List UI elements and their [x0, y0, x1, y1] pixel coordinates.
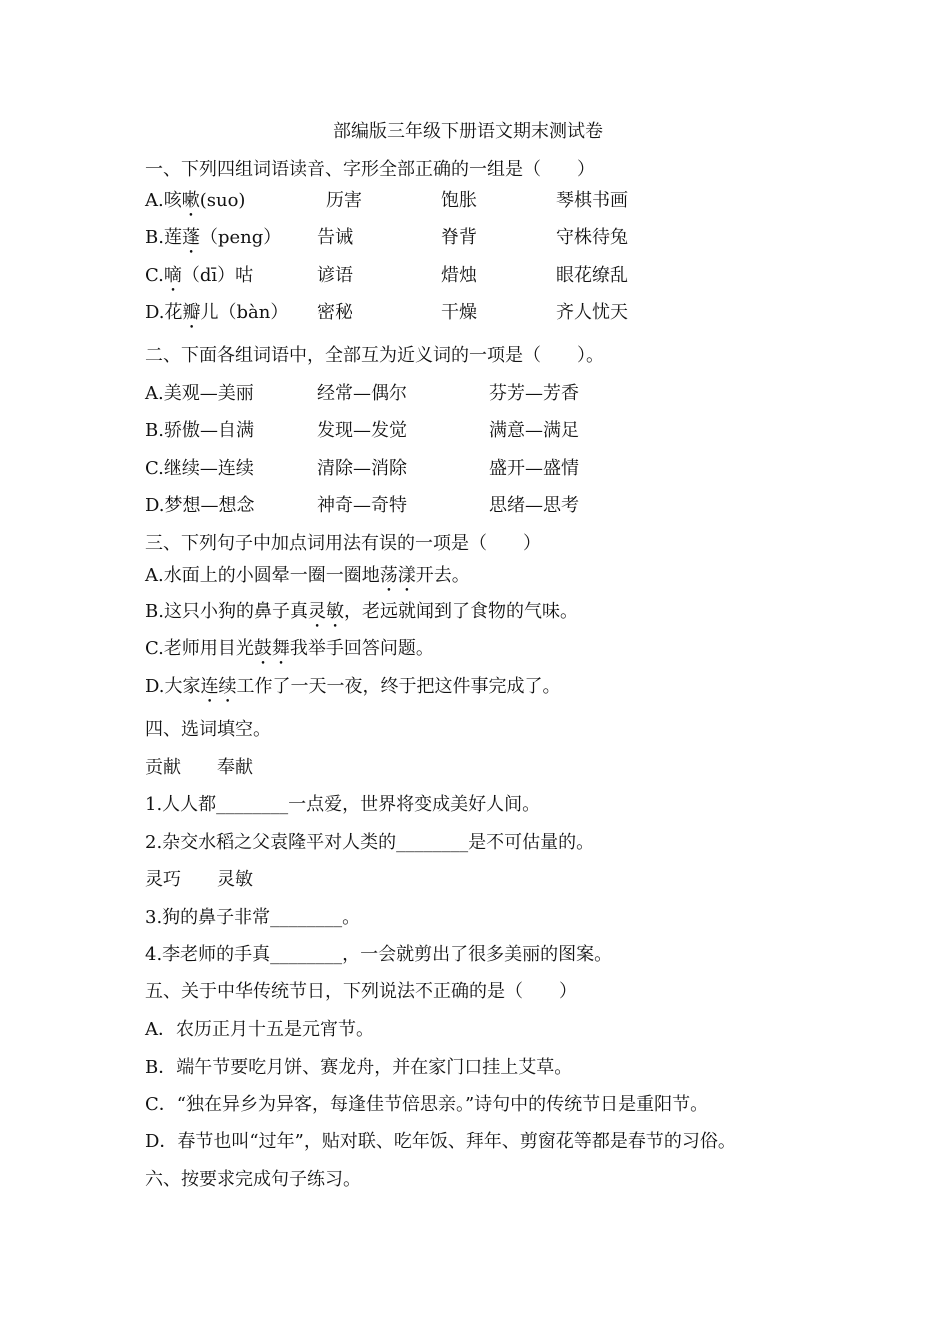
q2-b-2: 发现—发觉: [317, 420, 407, 441]
q3-d-pre: D.大家: [145, 676, 201, 697]
q4-sentence-3: 3.狗的鼻子非常________。: [145, 907, 361, 928]
q3-b-dotted: 灵敏: [307, 601, 344, 622]
q1-b-word1: 告诫: [317, 227, 353, 248]
q2-b-1: B.骄傲—自满: [145, 420, 254, 441]
q5-option-c: C．“独在异乡为异客，每逢佳节倍思亲。”诗句中的传统节日是重阳节。: [145, 1094, 709, 1115]
q3-option-d: [145, 675, 561, 707]
q4-sentence-2: 2.杂交水稻之父袁隆平对人类的________是不可估量的。: [145, 832, 595, 853]
q6-stem: 六、按要求完成句子练习。: [145, 1169, 361, 1190]
q3-a-dotted: 荡漾: [379, 565, 416, 586]
q2-d-3: 思绪—思考: [489, 495, 579, 516]
q3-a-pre: A.水面上的小圆晕一圈一圈地: [145, 565, 380, 586]
q2-c-1: C.继续—连续: [145, 458, 254, 479]
q4-sentence-4: 4.李老师的手真________，一会就剪出了很多美丽的图案。: [145, 944, 613, 965]
q3-b-pre: B.这只小狗的鼻子真: [145, 601, 308, 622]
q3-c-dotted: 鼓舞: [253, 638, 290, 659]
q1-c-label: [145, 264, 253, 296]
q1-a-word3: 琴棋书画: [556, 190, 628, 211]
q4-word-group-2: 灵巧 灵敏: [145, 869, 253, 890]
q1-a-dot: 嗽: [181, 190, 200, 211]
q1-c-dot: 嘀: [163, 265, 182, 286]
q2-a-1: A.美观—美丽: [145, 383, 254, 404]
q1-b-word3: 守株待兔: [556, 227, 628, 248]
q3-option-c: [145, 637, 434, 669]
q2-a-2: 经常—偶尔: [317, 383, 407, 404]
q5-option-b: B．端午节要吃月饼、赛龙舟，并在家门口挂上艾草。: [145, 1057, 573, 1078]
q1-a-post: (suo): [199, 190, 246, 211]
q1-d-dot: 瓣: [182, 302, 201, 323]
q4-stem: 四、选词填空。: [145, 719, 271, 740]
q1-a-pre: A.咳: [145, 190, 182, 211]
q2-a-3: 芬芳—芳香: [489, 383, 579, 404]
q1-d-word3: 齐人忧天: [556, 302, 628, 323]
q1-c-word3: 眼花缭乱: [556, 265, 628, 286]
q1-b-label: [145, 226, 281, 258]
q3-d-dotted: 连续: [200, 676, 237, 697]
q1-c-post: （dī）咕: [181, 265, 254, 286]
q2-stem: 二、下面各组词语中，全部互为近义词的一项是（ ）。: [145, 345, 604, 366]
q1-b-post: （peng）: [199, 227, 282, 248]
q3-a-post: 开去。: [415, 565, 470, 586]
q1-stem: 一、下列四组词语读音、字形全部正确的一组是（ ）: [145, 159, 595, 180]
q1-d-post: 儿（bàn）: [200, 302, 289, 323]
q1-c-word2: 焟烛: [441, 265, 477, 286]
q2-c-2: 清除—消除: [317, 458, 407, 479]
q1-a-word1: 历害: [326, 190, 362, 211]
q2-b-3: 满意—满足: [489, 420, 579, 441]
q1-d-word1: 密秘: [317, 302, 353, 323]
q3-stem: 三、下列句子中加点词用法有误的一项是（ ）: [145, 533, 541, 554]
q3-option-a: [145, 564, 470, 596]
q4-word-group-1: 贡献 奉献: [145, 757, 253, 778]
q1-a-word2: 饱胀: [441, 190, 477, 211]
q3-option-b: [145, 600, 578, 632]
q1-c-pre: C.: [145, 265, 164, 286]
q1-b-dot: 蓬: [181, 227, 200, 248]
q1-d-word2: 干燥: [441, 302, 477, 323]
q1-b-word2: 脊背: [441, 227, 477, 248]
q1-d-pre: D.花: [145, 302, 183, 323]
q2-d-2: 神奇—奇特: [317, 495, 407, 516]
q4-sentence-1: 1.人人都________一点爱，世界将变成美好人间。: [145, 794, 541, 815]
q3-c-post: 我举手回答问题。: [289, 638, 434, 659]
q2-d-1: D.梦想—想念: [145, 495, 255, 516]
q5-stem: 五、关于中华传统节日，下列说法不正确的是（ ）: [145, 981, 577, 1002]
q3-d-post: 工作了一天一夜，终于把这件事完成了。: [236, 676, 561, 697]
q5-option-a: A．农历正月十五是元宵节。: [145, 1019, 374, 1040]
q1-d-label: [145, 301, 288, 333]
q3-b-post: ，老远就闻到了食物的气味。: [343, 601, 578, 622]
q1-a-label: [145, 189, 245, 221]
q1-b-pre: B.莲: [145, 227, 182, 248]
page-title: 部编版三年级下册语文期末测试卷: [333, 121, 603, 142]
q1-c-word1: 谚语: [317, 265, 353, 286]
q5-option-d: D．春节也叫“过年”，贴对联、吃年饭、拜年、剪窗花等都是春节的习俗。: [145, 1131, 736, 1152]
q3-c-pre: C.老师用目光: [145, 638, 254, 659]
q2-c-3: 盛开—盛情: [489, 458, 579, 479]
